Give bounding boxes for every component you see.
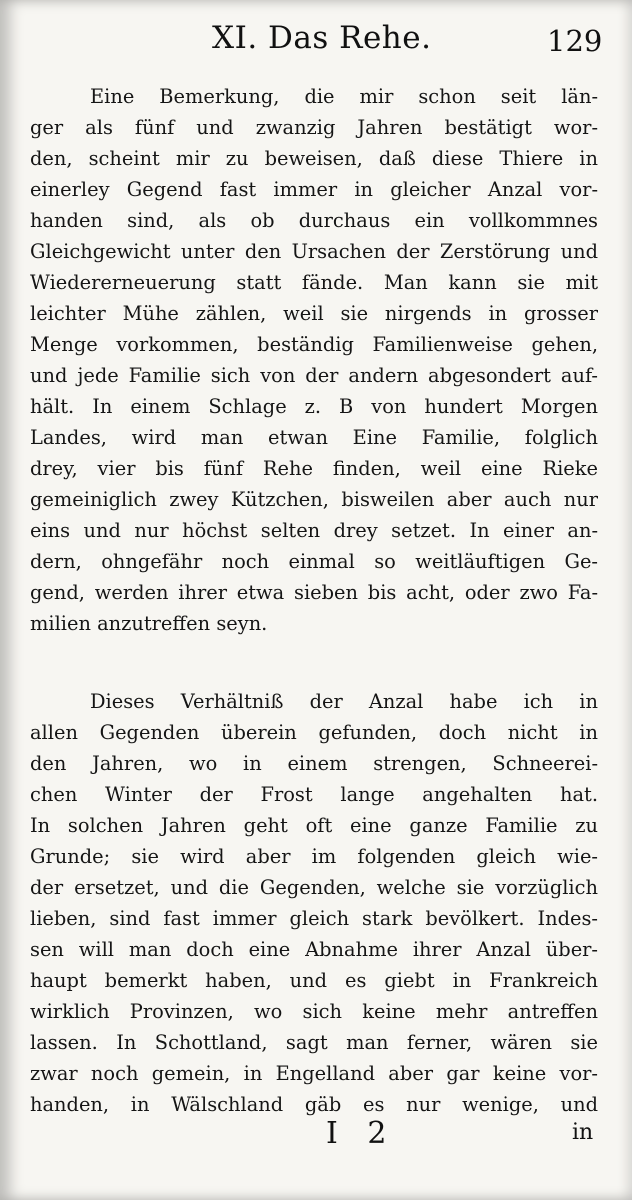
text-line: handen, in Wälschland gäb es nur wenige, und — [30, 1093, 598, 1116]
text-line: hält. In einem Schlage z. B von hundert Morgen — [30, 395, 598, 418]
text-line: Dieses Verhältniß der Anzal habe ich in — [90, 690, 598, 713]
text-line: gend, werden ihrer etwa sieben bis acht, oder zwo Fa- — [30, 581, 598, 604]
paragraph-1 — [30, 81, 598, 639]
text-line: den, scheint mir zu beweisen, daß diese Thiere in — [30, 147, 598, 170]
text-line: Gleichgewicht unter den Ursachen der Zerstörung und — [30, 240, 598, 263]
text-line: Landes, wird man etwan Eine Familie, folglich — [30, 426, 598, 449]
page-footer — [0, 1116, 632, 1156]
text-line: milien anzutreffen seyn. — [30, 612, 268, 635]
text-line: Wiedererneuerung statt fände. Man kann sie mit — [30, 271, 598, 294]
page-number: 129 — [547, 24, 603, 58]
text-line: allen Gegenden überein gefunden, doch nicht in — [30, 721, 598, 744]
text-line: wirklich Provinzen, wo sich keine mehr antreffen — [30, 1000, 598, 1023]
text-line: lieben, sind fast immer gleich stark bevölkert. Indes- — [30, 907, 598, 930]
text-line: einerley Gegend fast immer in gleicher Anzal vor- — [30, 178, 598, 201]
chapter-title: XI. Das Rehe. — [212, 20, 432, 56]
text-line: eins und nur höchst selten drey setzet. In einer an- — [30, 519, 598, 542]
text-line: lassen. In Schottland, sagt man ferner, wären sie — [30, 1031, 598, 1054]
text-line: drey, vier bis fünf Rehe finden, weil eine Rieke — [30, 457, 598, 480]
text-line: zwar noch gemein, in Engelland aber gar keine vor- — [30, 1062, 598, 1085]
text-line: den Jahren, wo in einem strengen, Schneerei- — [30, 752, 598, 775]
text-line: Grunde; sie wird aber im folgenden gleich wie- — [30, 845, 598, 868]
text-line: handen sind, als ob durchaus ein vollkommnes — [30, 209, 598, 232]
text-line: Eine Bemerkung, die mir schon seit län- — [90, 85, 598, 108]
text-line: ger als fünf und zwanzig Jahren bestätigt wor- — [30, 116, 598, 139]
paragraph-2 — [30, 686, 598, 1120]
text-line: sen will man doch eine Abnahme ihrer Anzal über- — [30, 938, 598, 961]
signature-mark: I 2 — [326, 1116, 397, 1151]
text-line: dern, ohngefähr noch einmal so weitläuftigen Ge- — [30, 550, 598, 573]
text-line: gemeiniglich zwey Kützchen, bisweilen aber auch nur — [30, 488, 598, 511]
text-line: chen Winter der Frost lange angehalten hat. — [30, 783, 598, 806]
catchword: in — [572, 1120, 594, 1145]
text-line: Menge vorkommen, beständig Familienweise gehen, — [30, 333, 598, 356]
text-line: haupt bemerkt haben, und es giebt in Frankreich — [30, 969, 598, 992]
page-header — [0, 20, 632, 64]
text-line: In solchen Jahren geht oft eine ganze Familie zu — [30, 814, 598, 837]
text-line: der ersetzet, und die Gegenden, welche sie vorzüglich — [30, 876, 598, 899]
text-line: leichter Mühe zählen, weil sie nirgends in grosser — [30, 302, 598, 325]
text-line: und jede Familie sich von der andern abgesondert auf- — [30, 364, 598, 387]
